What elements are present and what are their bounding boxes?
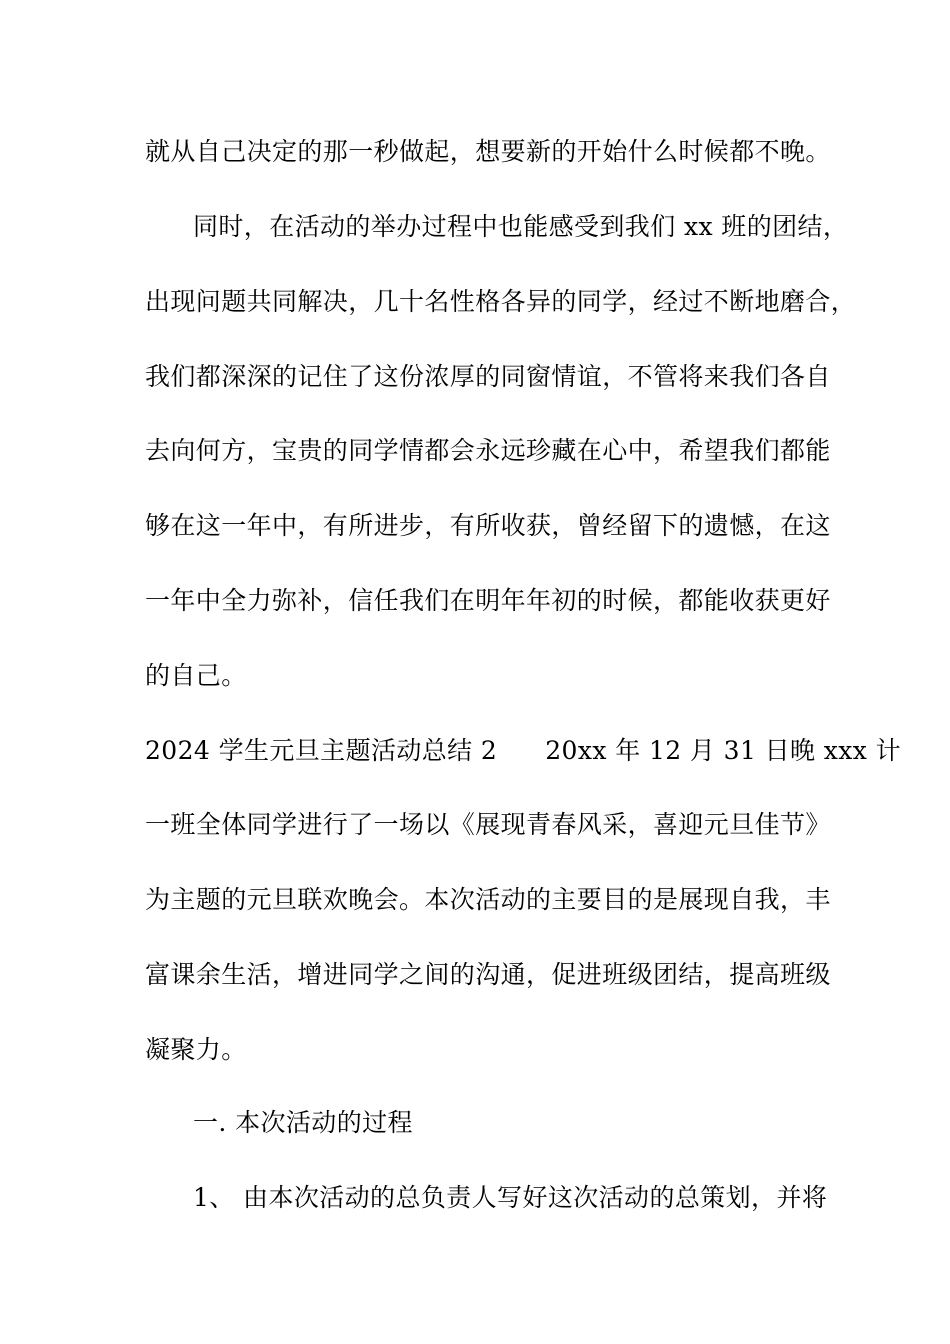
- paragraph-line: 的自己。: [145, 661, 247, 690]
- paragraph-line: 一班全体同学进行了一场以《展现青春风采，喜迎元旦佳节》: [145, 810, 831, 839]
- paragraph-line: 凝聚力。: [145, 1035, 247, 1064]
- paragraph-line: 同时，在活动的举办过程中也能感受到我们 xx 班的团结，: [193, 212, 849, 241]
- paragraph-line: 一年中全力弥补，信任我们在明年年初的时候，都能收获更好: [145, 586, 831, 615]
- paragraph-line: 就从自己决定的那一秒做起，想要新的开始什么时候都不晚。: [145, 137, 831, 166]
- paragraph-line: 富课余生活，增进同学之间的沟通，促进班级团结，提高班级: [145, 960, 831, 989]
- list-item-line: 1、 由本次活动的总负责人写好这次活动的总策划，并将: [193, 1183, 828, 1212]
- paragraph-line: 够在这一年中，有所进步，有所收获，曾经留下的遗憾，在这: [145, 511, 831, 540]
- section-title-line: [145, 736, 901, 766]
- paragraph-line: 去向何方，宝贵的同学情都会永远珍藏在心中，希望我们都能: [145, 436, 831, 465]
- event-date-text: 20xx 年 12 月 31 日晚 xxx 计: [545, 736, 901, 765]
- paragraph-line: 出现问题共同解决，几十名性格各异的同学，经过不断地磨合，: [145, 287, 857, 316]
- heading-line: 一. 本次活动的过程: [193, 1108, 413, 1137]
- paragraph-line: 为主题的元旦联欢晚会。本次活动的主要目的是展现自我，丰: [145, 885, 831, 914]
- paragraph-line: 我们都深深的记住了这份浓厚的同窗情谊，不管将来我们各自: [145, 362, 831, 391]
- section-title: 2024 学生元旦主题活动总结 2: [145, 736, 498, 765]
